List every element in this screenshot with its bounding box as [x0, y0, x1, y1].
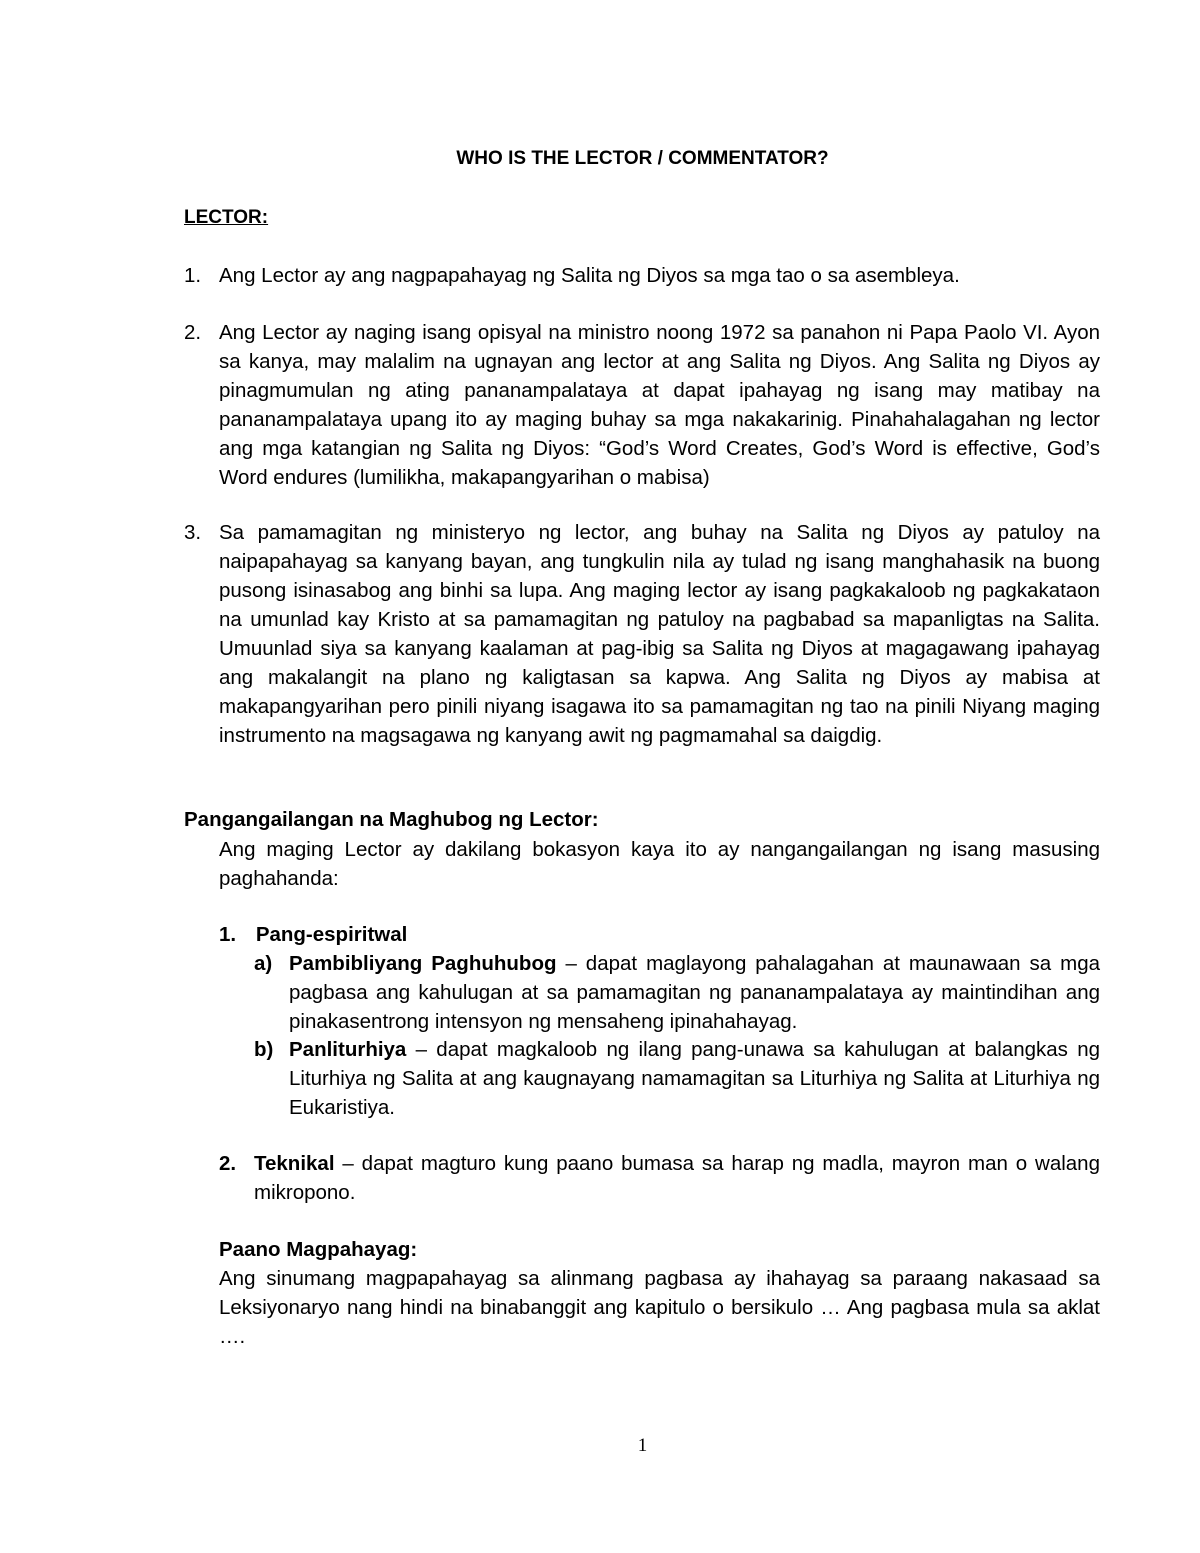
item-text: Ang Lector ay ang nagpapahayag ng Salita ng Diyos sa mga tao o sa asembleya.: [219, 264, 960, 287]
item-text: Ang Lector ay naging isang opisyal na ministro noong 1972 sa panahon ni Papa Paolo VI. Ayon sa kanya, may malalim na ugnayan ang lector at ang Salita ng Diyos. Ang Salita ng Diyos ay pinagmumulan ng ating pananampalataya at dapat ipahayag ng isang may matibay na pananampalataya upang ito ay maging buhay sa mga nakakarinig. Pinahahalagahan ng lector ang mga katangian ng Salita ng Diyos: “God’s Word Creates, God’s Word is effective, God’s Word endures (lumilikha, makapangyarihan o mabisa): [219, 321, 1100, 489]
subitem-letter: a): [254, 952, 273, 975]
item-number: 3.: [184, 521, 202, 544]
subitem-body: [289, 1035, 1100, 1122]
item-body: [254, 1149, 1100, 1207]
item-text: – dapat magturo kung paano bumasa sa harap ng madla, mayron man o walang mikropono.: [254, 1152, 1100, 1204]
document-title: WHO IS THE LECTOR / COMMENTATOR?: [456, 148, 829, 169]
subitem-text: – dapat magkaloob ng ilang pang-unawa sa kahulugan at balangkas ng Liturhiya ng Salita at ang kaugnayang namamagitan sa Liturhiya ng Salita at Liturhiya ng Eukaristiya.: [289, 1038, 1100, 1119]
item-label: Teknikal: [254, 1152, 335, 1175]
item-number: 2.: [184, 321, 202, 344]
subitem-b: [254, 1035, 1100, 1122]
formation-item-2: [219, 1149, 1100, 1207]
page-number: 1: [637, 1435, 648, 1456]
lector-heading: LECTOR:: [184, 207, 269, 228]
subitem-letter: b): [254, 1038, 274, 1061]
subitem-label: Panliturhiya: [289, 1038, 407, 1061]
formation-intro: Ang maging Lector ay dakilang bokasyon kaya ito ay nangangailangan ng isang masusing paghahanda:: [219, 838, 1100, 890]
item-number: 1.: [184, 264, 202, 287]
item-number: 2.: [219, 1152, 237, 1175]
subitem-text: – dapat maglayong pahalagahan at maunawaan sa mga pagbasa ang kahulugan at sa pamamagitan ng pananampalataya ay maintindihan ang pinakasentrong intensyon ng mensaheng ipinahahayag.: [289, 952, 1101, 1033]
lector-item-1: [184, 261, 1104, 290]
subitem-body: [289, 949, 1100, 1036]
proclaim-heading: Paano Magpahayag:: [219, 1238, 418, 1261]
subitem-a: [254, 949, 1100, 1036]
item-text: Sa pamamagitan ng ministeryo ng lector, ang buhay na Salita ng Diyos ay patuloy na naipapahayag sa kanyang bayan, ang tungkulin nila ay tulad ng isang manghahasik na buong pusong isinasabog ang binhi sa lupa. Ang maging lector ay isang pagkakaloob ng pagkakataon na umunlad kay Kristo at sa pamamagitan ng patuloy na pagbabad sa mapanligtas na Salita. Umuunlad siya sa kanyang kaalaman at pag-ibig sa Salita ng Diyos at magagawang ipahayag ang makalangit na plano ng kaligtasan sa kapwa. Ang Salita ng Diyos ay mabisa at makapangyarihan pero pinili niyang isagawa ito sa pamamagitan ng tao na pinili Niyang maging instrumento na magsagawa ng kanyang awit ng pagmamahal sa daigdig.: [219, 521, 1100, 747]
subitem-label: Pambibliyang Paghuhubog: [289, 952, 557, 975]
formation-heading: Pangangailangan na Maghubog ng Lector:: [184, 808, 599, 831]
lector-item-3: [184, 518, 1100, 750]
formation-item-1: [219, 920, 407, 949]
item-number: 1.: [219, 923, 237, 946]
lector-item-2: [184, 318, 1100, 492]
item-label: Pang-espiritwal: [255, 923, 408, 946]
proclaim-text: Ang sinumang magpapahayag sa alinmang pagbasa ay ihahayag sa paraang nakasaad sa Leksiyonaryo nang hindi na binabanggit ang kapitulo o bersikulo … Ang pagbasa mula sa aklat ….: [219, 1267, 1100, 1348]
